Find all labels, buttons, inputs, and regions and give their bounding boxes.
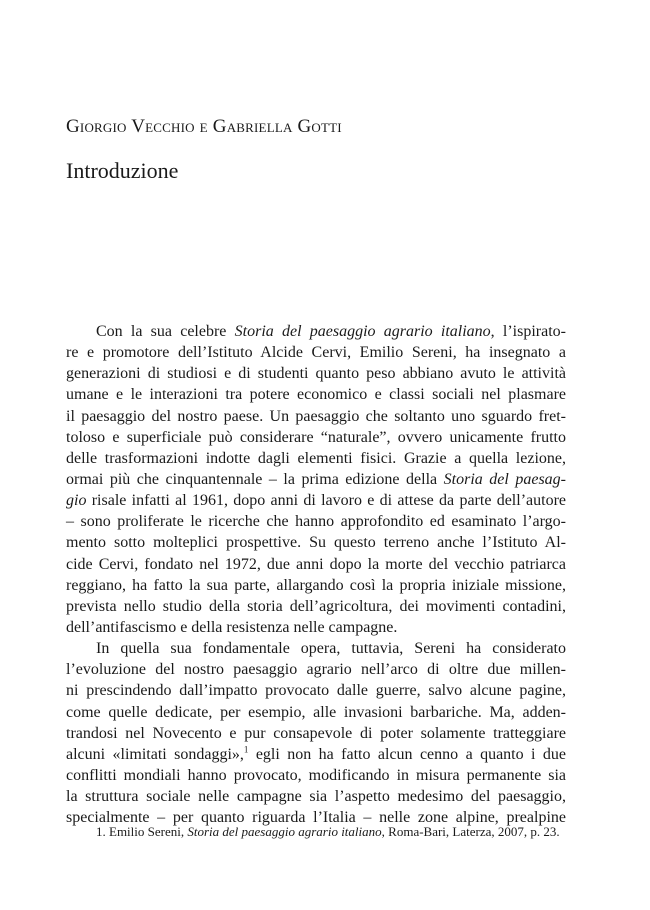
text-line: specialmente – per quanto riguarda l’Italia – nelle zone alpine, prealpine	[66, 809, 566, 827]
text-line: ni prescindendo dall’impatto provocato dalle guerre, salvo alcune pagine,	[66, 682, 566, 700]
footnote-reference[interactable]: 1	[243, 744, 249, 755]
text-line: cide Cervi, fondato nel 1972, due anni dopo la morte del vecchio patriarca	[66, 555, 566, 573]
text-line: reggiano, ha fatto la sua parte, allargando così la propria iniziale missione,	[66, 576, 566, 594]
text-line: gio risale infatti al 1961, dopo anni di lavoro e di attese da parte dell’autore	[66, 492, 566, 510]
text-line: delle trasformazioni indotte dagli elementi fisici. Grazie a quella lezione,	[66, 449, 566, 467]
footnote: 1. Emilio Sereni, Storia del paesaggio agrario italiano, Roma-Bari, Laterza, 2007, p. 23.	[96, 824, 560, 839]
text-line: trandosi nel Novecento e pur consapevole di poter solamente tratteggiare	[66, 724, 566, 742]
text-line: conflitti mondiali hanno provocato, modificando in misura permanente sia	[66, 766, 566, 784]
footnote-number: 1.	[96, 824, 106, 839]
text-line: mento sotto molteplici prospettive. Su questo terreno anche l’Istituto Al-	[66, 534, 566, 552]
text-line: umane e le interazioni tra potere economico e classi sociali nel plasmare	[66, 386, 566, 404]
text-line: alcuni «limitati sondaggi»,$^1$ egli non ha fatto alcun cenno a quanto i due	[66, 744, 566, 763]
chapter-title: Introduzione	[66, 158, 179, 183]
text-line: In quella sua fondamentale opera, tuttavia, Sereni ha considerato	[96, 640, 566, 658]
text-line: la struttura sociale nelle campagne sia l’aspetto medesimo del paesaggio,	[66, 788, 566, 806]
text-line: prevista nello studio della storia dell’agricoltura, dei movimenti contadini,	[66, 597, 566, 615]
chapter-authors: Giorgio Vecchio e Gabriella Gotti	[66, 116, 342, 137]
text-line: dell’antifascismo e della resistenza nelle campagne.	[66, 618, 398, 636]
text-line: generazioni di studiosi e di studenti quanto peso abbiano avuto le attività	[66, 365, 566, 383]
text-line: toloso e superficiale può considerare “naturale”, ovvero unicamente frutto	[66, 428, 566, 446]
text-line: re e promotore dell’Istituto Alcide Cervi, Emilio Sereni, ha insegnato a	[66, 344, 566, 362]
footnote-cited-title: Storia del paesaggio agrario italiano	[187, 824, 382, 839]
text-line: il paesaggio del nostro paese. Un paesaggio che soltanto uno sguardo fret-	[66, 407, 566, 425]
text-line: Con la sua celebre Storia del paesaggio agrario italiano, l’ispirato-	[96, 323, 566, 340]
text-line: – sono proliferate le ricerche che hanno approfondito ed esaminato l’argo-	[66, 513, 566, 531]
text-line: come quelle dedicate, per esempio, alle invasioni barbariche. Ma, adden-	[66, 703, 566, 721]
text-line: l’evoluzione del nostro paesaggio agrario nell’arco di oltre due millen-	[66, 661, 566, 679]
body-text	[66, 321, 566, 828]
text-line: ormai più che cinquantennale – la prima edizione della Storia del paesag-	[66, 470, 566, 488]
